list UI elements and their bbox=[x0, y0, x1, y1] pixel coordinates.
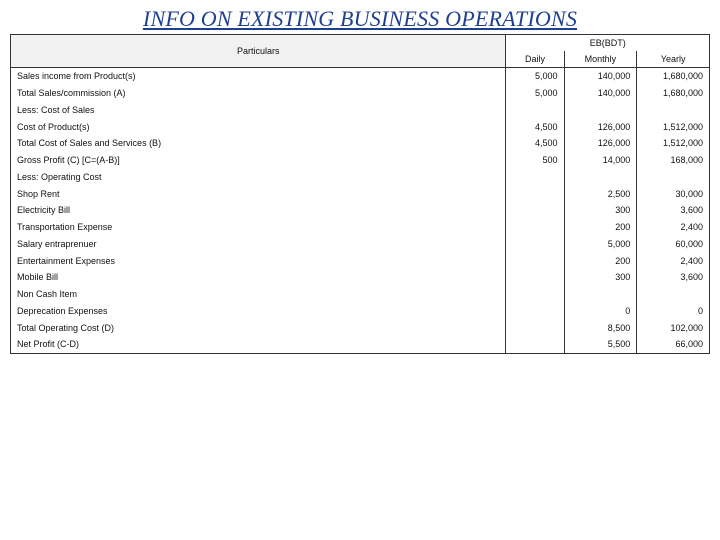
table-row bbox=[11, 68, 710, 85]
table-row bbox=[11, 169, 710, 186]
table-row bbox=[11, 269, 710, 286]
cell-yearly: 30,000 bbox=[637, 185, 710, 202]
row-label: Shop Rent bbox=[11, 185, 506, 202]
cell-yearly: 60,000 bbox=[637, 236, 710, 253]
row-label: Entertainment Expenses bbox=[11, 252, 506, 269]
row-label: Total Operating Cost (D) bbox=[11, 319, 506, 336]
cell-daily bbox=[506, 219, 564, 236]
row-label: Deprecation Expenses bbox=[11, 303, 506, 320]
header-row-group bbox=[11, 35, 710, 52]
cell-yearly: 3,600 bbox=[637, 202, 710, 219]
cell-daily bbox=[506, 319, 564, 336]
cell-yearly bbox=[637, 169, 710, 186]
row-label: Cost of Product(s) bbox=[11, 118, 506, 135]
header-yearly: Yearly bbox=[637, 51, 710, 68]
cell-monthly: 300 bbox=[564, 269, 637, 286]
table-row bbox=[11, 118, 710, 135]
cell-yearly: 1,512,000 bbox=[637, 118, 710, 135]
cell-yearly: 102,000 bbox=[637, 319, 710, 336]
cell-yearly: 66,000 bbox=[637, 336, 710, 353]
table-row bbox=[11, 236, 710, 253]
cell-daily bbox=[506, 202, 564, 219]
cell-yearly: 168,000 bbox=[637, 152, 710, 169]
header-daily: Daily bbox=[506, 51, 564, 68]
header-particulars: Particulars bbox=[11, 35, 506, 68]
table-row bbox=[11, 135, 710, 152]
table-row bbox=[11, 252, 710, 269]
row-label: Mobile Bill bbox=[11, 269, 506, 286]
row-label: Electricity Bill bbox=[11, 202, 506, 219]
table-row bbox=[11, 102, 710, 119]
header-monthly: Monthly bbox=[564, 51, 637, 68]
cell-monthly: 200 bbox=[564, 219, 637, 236]
cell-daily bbox=[506, 286, 564, 303]
row-label: Net Profit (C-D) bbox=[11, 336, 506, 353]
table-row bbox=[11, 85, 710, 102]
cell-daily: 4,500 bbox=[506, 135, 564, 152]
cell-daily bbox=[506, 303, 564, 320]
cell-yearly bbox=[637, 286, 710, 303]
table-row bbox=[11, 336, 710, 353]
cell-monthly bbox=[564, 286, 637, 303]
cell-monthly: 126,000 bbox=[564, 118, 637, 135]
row-label: Sales income from Product(s) bbox=[11, 68, 506, 85]
cell-yearly: 2,400 bbox=[637, 219, 710, 236]
cell-daily: 4,500 bbox=[506, 118, 564, 135]
cell-yearly bbox=[637, 102, 710, 119]
cell-daily bbox=[506, 185, 564, 202]
page-title: INFO ON EXISTING BUSINESS OPERATIONS bbox=[142, 6, 578, 31]
cell-daily bbox=[506, 269, 564, 286]
row-label: Total Cost of Sales and Services (B) bbox=[11, 135, 506, 152]
cell-monthly: 200 bbox=[564, 252, 637, 269]
cell-monthly: 126,000 bbox=[564, 135, 637, 152]
table-row bbox=[11, 202, 710, 219]
row-label: Less: Cost of Sales bbox=[11, 102, 506, 119]
table-row bbox=[11, 286, 710, 303]
cell-monthly: 5,500 bbox=[564, 336, 637, 353]
cell-daily: 5,000 bbox=[506, 85, 564, 102]
cell-daily bbox=[506, 236, 564, 253]
row-label: Transportation Expense bbox=[11, 219, 506, 236]
cell-monthly: 0 bbox=[564, 303, 637, 320]
cell-monthly bbox=[564, 169, 637, 186]
row-label: Total Sales/commission (A) bbox=[11, 85, 506, 102]
cell-yearly: 1,680,000 bbox=[637, 85, 710, 102]
cell-yearly: 1,512,000 bbox=[637, 135, 710, 152]
table-row bbox=[11, 319, 710, 336]
cell-yearly: 2,400 bbox=[637, 252, 710, 269]
cell-monthly: 14,000 bbox=[564, 152, 637, 169]
table-row bbox=[11, 219, 710, 236]
header-eb-bdt: EB(BDT) bbox=[506, 35, 710, 52]
cell-daily: 5,000 bbox=[506, 68, 564, 85]
table-row bbox=[11, 152, 710, 169]
row-label: Non Cash Item bbox=[11, 286, 506, 303]
table-row bbox=[11, 185, 710, 202]
operations-table bbox=[10, 34, 710, 354]
cell-yearly: 3,600 bbox=[637, 269, 710, 286]
cell-yearly: 1,680,000 bbox=[637, 68, 710, 85]
cell-monthly: 2,500 bbox=[564, 185, 637, 202]
cell-yearly: 0 bbox=[637, 303, 710, 320]
cell-daily bbox=[506, 336, 564, 353]
cell-daily bbox=[506, 252, 564, 269]
table-row bbox=[11, 303, 710, 320]
cell-monthly: 5,000 bbox=[564, 236, 637, 253]
cell-monthly bbox=[564, 102, 637, 119]
cell-monthly: 300 bbox=[564, 202, 637, 219]
cell-monthly: 8,500 bbox=[564, 319, 637, 336]
row-label: Gross Profit (C) [C=(A-B)] bbox=[11, 152, 506, 169]
row-label: Less: Operating Cost bbox=[11, 169, 506, 186]
cell-daily bbox=[506, 169, 564, 186]
row-label: Salary entraprenuer bbox=[11, 236, 506, 253]
cell-monthly: 140,000 bbox=[564, 85, 637, 102]
cell-daily bbox=[506, 102, 564, 119]
cell-daily: 500 bbox=[506, 152, 564, 169]
cell-monthly: 140,000 bbox=[564, 68, 637, 85]
